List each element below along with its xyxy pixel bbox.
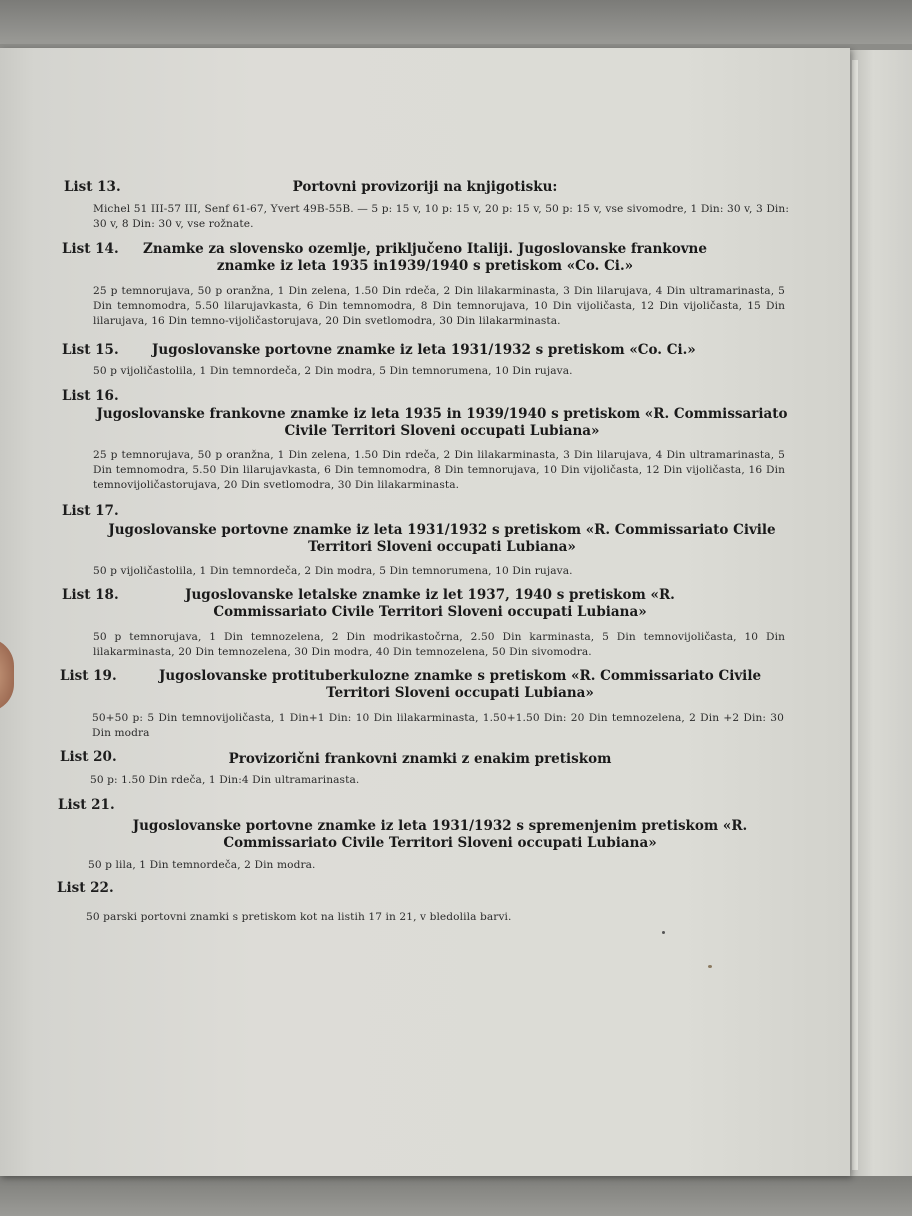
- list-number: List 21.: [58, 797, 115, 813]
- entry-heading: Jugoslovanske frankovne znamke iz leta 1935 in 1939/1940 s pretiskom «R. Commissariato Civile Territori Sloveni occupati Lubiana»: [96, 406, 788, 439]
- entry-body: 50+50 p: 5 Din temnovijoličasta, 1 Din+1 Din: 10 Din lilakarminasta, 1.50+1.50 Din: 20 Din temnozelena, 2 Din +2 Din: 30 Din modra: [92, 712, 784, 739]
- entry-heading: Jugoslovanske portovne znamke iz leta 1931/1932 s spremenjenim pretiskom «R. Commissariato Civile Territori Sloveni occupati Lubiana»: [132, 818, 748, 851]
- list-number: List 22.: [57, 880, 114, 896]
- entry-heading: Jugoslovanske letalske znamke iz let 1937, 1940 s pretiskom «R. Commissariato Civile Territori Sloveni occupati Lubiana»: [185, 587, 675, 620]
- entry-body: 25 p temnorujava, 50 p oranžna, 1 Din zelena, 1.50 Din rdeča, 2 Din lilakarminasta, 3 Din lilarujava, 4 Din ultramarinasta, 5 Din temnomodra, 5.50 lilarujavkasta, 6 Din temnomodra, 8 Din temnorujava, 10 Din vijoličasta, 12 Din vijoličasta, 15 Din lilarujava, 16 Din temno-vijoličastorujava, 20 Din svetlomodra, 30 Din lilakarminasta.: [93, 285, 785, 327]
- entry-heading: Znamke za slovensko ozemlje, priključeno Italiji. Jugoslovanske frankovne znamke iz leta 1935 in1939/1940 s pretiskom «Co. Ci.»: [143, 241, 707, 274]
- entry-body: 50 p vijoličastolila, 1 Din temnordeča, 2 Din modra, 5 Din temnorumena, 10 Din rujava.: [93, 565, 573, 577]
- speck: [708, 965, 712, 968]
- entry-body: 50 p lila, 1 Din temnordeča, 2 Din modra.: [88, 859, 316, 871]
- entry-heading: Portovni provizoriji na knjigotisku:: [292, 179, 558, 195]
- list-number: List 20.: [60, 749, 117, 765]
- entry-body: 25 p temnorujava, 50 p oranžna, 1 Din zelena, 1.50 Din rdeča, 2 Din lilakarminasta, 3 Din lilarujava, 4 Din ultramarinasta, 5 Din temnomodra, 5.50 Din lilarujavkasta, 6 Din temnomodra, 8 Din temnorujava, 10 Din vijoličasta, 12 Din vijoličasta, 16 Din temnovijoličastorujava, 20 Din svetlomodra, 30 Din lilakarminasta.: [93, 449, 785, 491]
- list-number: List 15.: [62, 342, 119, 358]
- entry-body: Michel 51 III-57 III, Senf 61-67, Yvert 49B-55B. — 5 p: 15 v, 10 p: 15 v, 20 p: 15 v, 50 p: 15 v, vse sivomodre, 1 Din: 30 v, 3 Din: 30 v, 8 Din: 30 v, vse rožnate.: [93, 203, 789, 230]
- background-bottom: [0, 1176, 912, 1216]
- entry-body: 50 p temnorujava, 1 Din temnozelena, 2 Din modrikastočrna, 2.50 Din karminasta, 5 Din temnovijoličasta, 10 Din lilakarminasta, 20 Din temnozelena, 30 Din modra, 40 Din temnozelena, 50 Din sivomodra.: [93, 631, 785, 658]
- list-number: List 19.: [60, 668, 117, 684]
- list-number: List 16.: [62, 388, 119, 404]
- list-number: List 14.: [62, 241, 119, 257]
- entry-body: 50 p: 1.50 Din rdeča, 1 Din:4 Din ultramarinasta.: [90, 774, 360, 786]
- list-number: List 17.: [62, 503, 119, 519]
- entry-body: 50 p vijoličastolila, 1 Din temnordeča, 2 Din modra, 5 Din temnorumena, 10 Din rujava.: [93, 365, 573, 377]
- speck: [662, 931, 665, 934]
- page-fold: [852, 60, 858, 1170]
- entry-heading: Provizorični frankovni znamki z enakim pretiskom: [228, 751, 612, 767]
- entry-heading: Jugoslovanske portovne znamke iz leta 1931/1932 s pretiskom «Co. Ci.»: [152, 342, 696, 358]
- list-number: List 18.: [62, 587, 119, 603]
- entry-heading: Jugoslovanske portovne znamke iz leta 1931/1932 s pretiskom «R. Commissariato Civile Territori Sloveni occupati Lubiana»: [108, 522, 776, 555]
- book-page: [0, 48, 850, 1176]
- background-top: [0, 0, 912, 44]
- entries-list: [0, 48, 850, 1176]
- entry-heading: Jugoslovanske protituberkulozne znamke s pretiskom «R. Commissariato Civile Territori Sloveni occupati Lubiana»: [158, 668, 762, 701]
- entry-body: 50 parski portovni znamki s pretiskom kot na listih 17 in 21, v bledolila barvi.: [86, 911, 512, 923]
- list-number: List 13.: [64, 179, 121, 195]
